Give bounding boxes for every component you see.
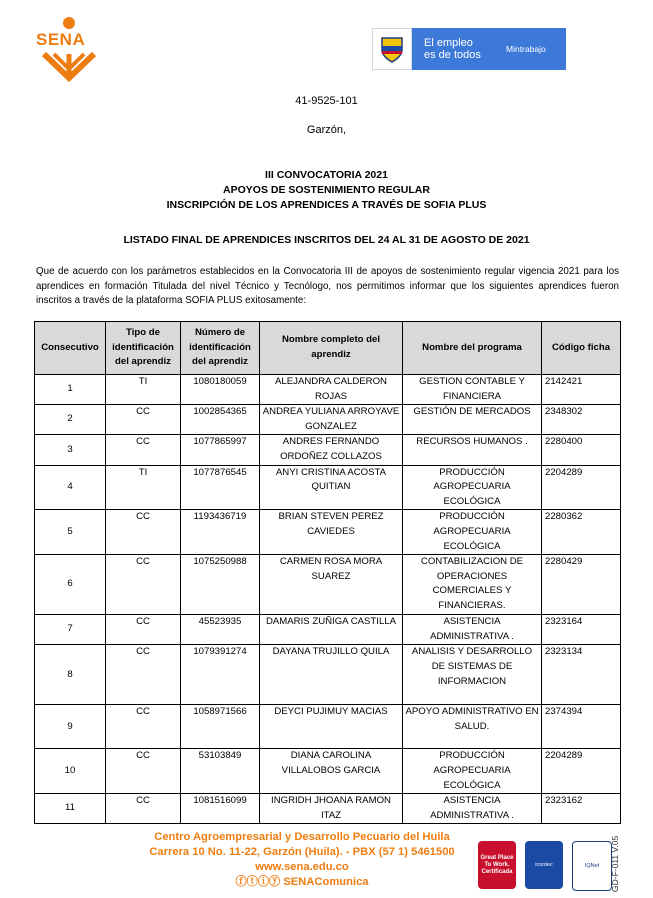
cell-programa: ASISTENCIA ADMINISTRATIVA . bbox=[403, 794, 542, 824]
cell-nombre: DAYANA TRUJILLO QUILA bbox=[260, 645, 403, 705]
cell-ficha: 2204289 bbox=[542, 465, 621, 510]
table-row bbox=[35, 615, 621, 645]
cell-tipo: TI bbox=[106, 465, 181, 510]
gov-slogan bbox=[424, 37, 502, 61]
cell-nombre: DEYCI PUJIMUY MACIAS bbox=[260, 705, 403, 749]
cell-tipo: CC bbox=[106, 510, 181, 555]
cell-programa: ANALISIS Y DESARROLLO DE SISTEMAS DE INFORMACION bbox=[403, 645, 542, 705]
gov-slogan-line2: es de todos bbox=[424, 49, 481, 61]
cell-tipo: CC bbox=[106, 705, 181, 749]
document-title bbox=[0, 168, 653, 213]
cell-programa: APOYO ADMINISTRATIVO EN SALUD. bbox=[403, 705, 542, 749]
col-header-ficha: Código ficha bbox=[542, 322, 621, 375]
title-line1: III CONVOCATORIA 2021 bbox=[265, 169, 388, 181]
social-icons: ⓕⓣⓘⓨ bbox=[235, 876, 281, 888]
cell-ficha: 2323134 bbox=[542, 645, 621, 705]
cell-nombre: DAMARIS ZUÑIGA CASTILLA bbox=[260, 615, 403, 645]
table-row bbox=[35, 645, 621, 705]
table-body bbox=[35, 375, 621, 824]
cell-tipo: CC bbox=[106, 555, 181, 615]
intro-paragraph: Que de acuerdo con los parámetros establecidos en la Convocatoria III de apoyos de sostenimiento regular vigencia 2021 para los aprendices en formación Titulada del nivel Técnico y Tecnólogo, nos permitimos informar que los siguientes aprendices fueron inscritos a través de la plataforma SOFIA PLUS exitosamente: bbox=[36, 266, 619, 306]
cell-consecutivo: 10 bbox=[35, 749, 106, 794]
cell-consecutivo: 5 bbox=[35, 510, 106, 555]
cell-ficha: 2142421 bbox=[542, 375, 621, 405]
cell-consecutivo: 11 bbox=[35, 794, 106, 824]
table-row bbox=[35, 510, 621, 555]
document-code: GD-F-011 V.05 bbox=[610, 835, 620, 892]
icontec-badge: icontec bbox=[525, 841, 563, 889]
cell-numero: 1080180059 bbox=[181, 375, 260, 405]
cell-programa: PRODUCCIÓN AGROPECUARIA ECOLÓGICA bbox=[403, 465, 542, 510]
cell-programa: ASISTENCIA ADMINISTRATIVA . bbox=[403, 615, 542, 645]
cell-consecutivo: 9 bbox=[35, 705, 106, 749]
document-reference: 41-9525-101 bbox=[295, 95, 358, 107]
cell-nombre: ANDRES FERNANDO ORDOÑEZ COLLAZOS bbox=[260, 435, 403, 465]
cell-numero: 1079391274 bbox=[181, 645, 260, 705]
cell-consecutivo: 7 bbox=[35, 615, 106, 645]
cell-programa: GESTIÓN DE MERCADOS bbox=[403, 405, 542, 435]
cell-consecutivo: 8 bbox=[35, 645, 106, 705]
cell-nombre: BRIAN STEVEN PEREZ CAVIEDES bbox=[260, 510, 403, 555]
footer-address-line: Carrera 10 No. 11-22, Garzón (Huila). - PBX (57 1) 5461500 bbox=[149, 846, 455, 858]
cell-consecutivo: 4 bbox=[35, 465, 106, 510]
footer-address bbox=[116, 830, 488, 890]
cell-numero: 1193436719 bbox=[181, 510, 260, 555]
colombia-shield-icon bbox=[372, 28, 412, 70]
cell-nombre: ALEJANDRA CALDERON ROJAS bbox=[260, 375, 403, 405]
table-row bbox=[35, 705, 621, 749]
table-row bbox=[35, 749, 621, 794]
cell-consecutivo: 1 bbox=[35, 375, 106, 405]
cell-tipo: TI bbox=[106, 375, 181, 405]
cell-numero: 1077865997 bbox=[181, 435, 260, 465]
document-city: Garzón, bbox=[306, 124, 347, 136]
apprentices-table bbox=[34, 321, 621, 824]
cell-tipo: CC bbox=[106, 435, 181, 465]
cell-programa: PRODUCCIÓN AGROPECUARIA ECOLÓGICA bbox=[403, 510, 542, 555]
cell-numero: 1081516099 bbox=[181, 794, 260, 824]
government-banner bbox=[372, 28, 566, 70]
cell-ficha: 2280400 bbox=[542, 435, 621, 465]
cell-numero: 1077876545 bbox=[181, 465, 260, 510]
col-header-tipo: Tipo de identificación del aprendiz bbox=[106, 322, 181, 375]
footer-social-handle: SENAComunica bbox=[283, 876, 369, 888]
cell-numero: 53103849 bbox=[181, 749, 260, 794]
table-row bbox=[35, 794, 621, 824]
cell-programa: RECURSOS HUMANOS . bbox=[403, 435, 542, 465]
table-row bbox=[35, 435, 621, 465]
cell-ficha: 2374394 bbox=[542, 705, 621, 749]
cell-ficha: 2204289 bbox=[542, 749, 621, 794]
col-header-programa: Nombre del programa bbox=[403, 322, 542, 375]
table-row bbox=[35, 465, 621, 510]
footer-social bbox=[116, 875, 488, 890]
iqnet-badge: IQNet bbox=[572, 841, 612, 891]
sena-wordmark: SENA bbox=[36, 30, 86, 49]
cell-programa: PRODUCCIÓN AGROPECUARIA ECOLÓGICA bbox=[403, 749, 542, 794]
cell-nombre: ANYI CRISTINA ACOSTA QUITIAN bbox=[260, 465, 403, 510]
cell-nombre: ANDREA YULIANA ARROYAVE GONZALEZ bbox=[260, 405, 403, 435]
title-line2: APOYOS DE SOSTENIMIENTO REGULAR bbox=[223, 184, 430, 196]
cell-ficha: 2348302 bbox=[542, 405, 621, 435]
cell-numero: 45523935 bbox=[181, 615, 260, 645]
title-line3: INSCRIPCIÓN DE LOS APRENDICES A TRAVÉS DE SOFIA PLUS bbox=[166, 199, 487, 211]
cell-numero: 1075250988 bbox=[181, 555, 260, 615]
cell-tipo: CC bbox=[106, 405, 181, 435]
table-header-row bbox=[35, 322, 621, 375]
cell-tipo: CC bbox=[106, 645, 181, 705]
cell-ficha: 2323162 bbox=[542, 794, 621, 824]
cell-tipo: CC bbox=[106, 615, 181, 645]
cell-programa: CONTABILIZACION DE OPERACIONES COMERCIALES Y FINANCIERAS. bbox=[403, 555, 542, 615]
cell-programa: GESTION CONTABLE Y FINANCIERA bbox=[403, 375, 542, 405]
certification-badges bbox=[478, 841, 612, 891]
gov-slogan-line1: El empleo bbox=[424, 37, 473, 49]
cell-tipo: CC bbox=[106, 794, 181, 824]
cell-nombre: INGRIDH JHOANA RAMON ITAZ bbox=[260, 794, 403, 824]
col-header-numero: Número de identificación del aprendiz bbox=[181, 322, 260, 375]
col-header-consecutivo: Consecutivo bbox=[35, 322, 106, 375]
cell-consecutivo: 2 bbox=[35, 405, 106, 435]
table-row bbox=[35, 375, 621, 405]
footer-website: www.sena.edu.co bbox=[255, 861, 349, 873]
ministry-label: Mintrabajo bbox=[506, 44, 546, 54]
table-row bbox=[35, 555, 621, 615]
document-subtitle: LISTADO FINAL DE APRENDICES INSCRITOS DEL 24 AL 31 DE AGOSTO DE 2021 bbox=[123, 234, 530, 246]
cell-ficha: 2280362 bbox=[542, 510, 621, 555]
cell-ficha: 2323164 bbox=[542, 615, 621, 645]
cell-ficha: 2280429 bbox=[542, 555, 621, 615]
table-row bbox=[35, 405, 621, 435]
cell-consecutivo: 6 bbox=[35, 555, 106, 615]
footer-center-name: Centro Agroempresarial y Desarrollo Pecuario del Huila bbox=[154, 831, 450, 843]
cell-numero: 1002854365 bbox=[181, 405, 260, 435]
great-place-to-work-badge: Great Place To Work. Certificada bbox=[478, 841, 516, 889]
col-header-nombre: Nombre completo del aprendiz bbox=[260, 322, 403, 375]
cell-nombre: DIANA CAROLINA VILLALOBOS GARCIA bbox=[260, 749, 403, 794]
cell-tipo: CC bbox=[106, 749, 181, 794]
cell-nombre: CARMEN ROSA MORA SUAREZ bbox=[260, 555, 403, 615]
cell-numero: 1058971566 bbox=[181, 705, 260, 749]
cell-consecutivo: 3 bbox=[35, 435, 106, 465]
